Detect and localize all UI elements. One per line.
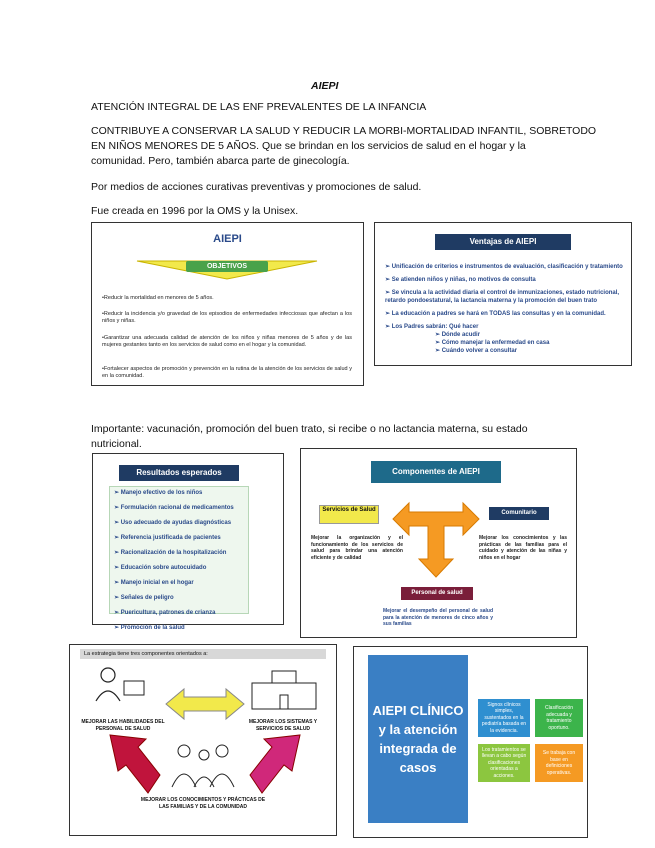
clinico-tile-4: Se trabaja con base en definiciones operativas. — [535, 744, 583, 782]
ventaja-1: ➢ Unificación de criterios e instrumentos de evaluación, clasificación y tratamiento — [385, 263, 623, 271]
magenta-arrow — [250, 735, 300, 793]
resultado-10: ➢ Promoción de la salud — [114, 625, 185, 631]
doc-heading: ATENCIÓN INTEGRAL DE LAS ENF PREVALENTES DE LA INFANCIA — [91, 101, 427, 113]
objetivo-2: •Reducir la incidencia y/o gravedad de los episodios de enfermedades infecciosas que afectan a los niños y niñas. — [102, 311, 352, 324]
estrategia-left-label: MEJORAR LAS HABILIDADES DEL PERSONAL DE SALUD — [81, 719, 165, 732]
comunitario-label: Comunitario — [489, 507, 549, 520]
doc-para3: Fue creada en 1996 por la OMS y la Unisex. — [91, 205, 299, 217]
resultado-4: ➢ Referencia justificada de pacientes — [114, 535, 221, 541]
slide-objetivos-title: AIEPI — [213, 233, 242, 245]
objetivo-3: •Garantizar una adecuada calidad de atención de los niños y niñas menores de 5 años y de las mujeres gestantes tanto en los servicios de salud como en el hogar y la comunidad. — [102, 335, 352, 348]
doc-para4-line2: nutricional. — [91, 438, 142, 450]
yellow-double-arrow — [166, 689, 244, 719]
resultado-7: ➢ Manejo inicial en el hogar — [114, 580, 194, 586]
estrategia-right-label: MEJORAR LOS SISTEMAS Y SERVICIOS DE SALUD — [248, 719, 318, 732]
doc-para4-line1: Importante: vacunación, promoción del buen trato, si recibe o no lactancia materna, su estado — [91, 423, 528, 435]
servicios-label: Servicios de Salud — [319, 505, 379, 524]
estrategia-caption: La estrategia tiene tres componentes orientados a: — [80, 649, 326, 659]
doc-para1-line2: EN NIÑOS MENORES DE 5 AÑOS. Que se brindan en los servicios de salud en el hogar y la — [91, 140, 526, 152]
resultados-title: Resultados esperados — [119, 465, 239, 481]
left-person-icon — [92, 663, 152, 703]
slide-ventajas — [374, 222, 632, 366]
family-icon — [170, 741, 236, 789]
slide-clinico — [353, 646, 588, 838]
doc-title: AIEPI — [311, 80, 339, 92]
componentes-title: Componentes de AIEPI — [371, 461, 501, 483]
objetivo-1: •Reducir la mortalidad en menores de 5 años. — [102, 295, 214, 301]
ventaja-3: ➢ Se vincula a la actividad diaria el control de inmunizaciones, estado nutricional, retardo pondoestatural, la lactancia materna y la promoción del buen trato — [385, 289, 623, 305]
hospital-icon — [246, 669, 322, 713]
resultado-9: ➢ Puericultura, patrones de crianza — [114, 610, 216, 616]
estrategia-bottom-label: MEJORAR LOS CONOCIMIENTOS Y PRÁCTICAS DE LAS FAMILIAS Y DE LA COMUNIDAD — [140, 797, 266, 810]
resultados-list — [109, 486, 249, 631]
crimson-arrow — [110, 735, 160, 793]
slide-objetivos — [91, 222, 364, 386]
resultado-2: ➢ Formulación racional de medicamentos — [114, 505, 234, 511]
ventaja-4: ➢ La educación a padres se hará en TODAS las consultas y en la comunidad. — [385, 310, 623, 318]
clinico-title: AIEPI CLÍNICO y la atención integrada de casos — [368, 655, 468, 823]
slide-componentes — [300, 448, 577, 638]
objetivos-banner: OBJETIVOS — [186, 261, 268, 272]
componentes-arrow — [393, 499, 479, 579]
personal-label: Personal de salud — [401, 587, 473, 600]
ventaja-sub-3: ➢ Cuándo volver a consultar — [385, 347, 623, 355]
resultado-3: ➢ Uso adecuado de ayudas diagnósticas — [114, 520, 232, 526]
ventaja-sub-1: ➢ Dónde acudir — [385, 331, 623, 339]
clinico-tile-3: Los tratamientos se llevan a cabo según clasificaciones orientadas a acciones. — [478, 744, 530, 782]
doc-para1-line3: comunidad. Pero, también abarca parte de ginecología. — [91, 155, 350, 167]
doc-para2: Por medios de acciones curativas preventivas y promociones de salud. — [91, 181, 422, 193]
comunitario-text: Mejorar los conocimientos y las prácticas de las familias para el cuidado y atención de las niñas y niños en el hogar — [479, 535, 567, 561]
personal-text: Mejorar el desempeño del personal de salud para la atención de menores de cinco años y sus familias — [383, 608, 493, 627]
resultado-5: ➢ Racionalización de la hospitalización — [114, 550, 227, 556]
ventaja-sub-2: ➢ Cómo manejar la enfermedad en casa — [385, 339, 623, 347]
ventaja-2: ➢ Se atienden niños y niñas, no motivos de consulta — [385, 276, 623, 284]
ventajas-title: Ventajas de AIEPI — [435, 234, 571, 250]
clinico-tile-1: Signos clínicos simples, sustentados en la pediatría basada en la evidencia. — [478, 699, 530, 737]
servicios-text: Mejorar la organización y el funcionamiento de los servicios de salud para brindar una atención eficiente y de calidad — [311, 535, 403, 561]
resultado-6: ➢ Educación sobre autocuidado — [114, 565, 207, 571]
resultado-1: ➢ Manejo efectivo de los niños — [114, 490, 203, 496]
clinico-tile-2: Clasificación adecuada y tratamiento oportuno. — [535, 699, 583, 737]
objetivo-4: •Fortalecer aspectos de promoción y prevención en la rutina de la atención de los servicios de salud y en la comunidad. — [102, 366, 352, 379]
doc-para1-line1: CONTRIBUYE A CONSERVAR LA SALUD Y REDUCIR LA MORBI-MORTALIDAD INFANTIL, SOBRETODO — [91, 125, 597, 137]
ventaja-5: ➢ Los Padres sabrán: Qué hacer — [385, 323, 623, 331]
slide-resultados — [92, 453, 284, 631]
resultado-8: ➢ Señales de peligro — [114, 595, 174, 601]
slide-estrategia — [69, 644, 337, 836]
